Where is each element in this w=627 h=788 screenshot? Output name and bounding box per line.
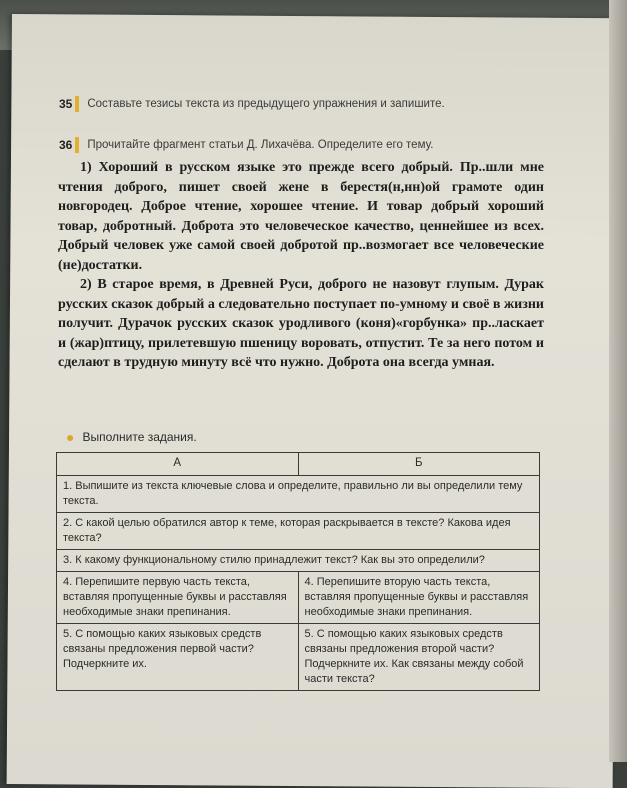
table-cell-row5b: 5. С помощью каких языковых средств связаны предложения второй части? Подчеркните их. Как связаны между собой части текста? — [298, 624, 540, 691]
table-row — [57, 513, 540, 550]
table-cell-row2: 2. С какой целью обратился автор к теме, которая раскрывается в тексте? Какова идея текста? — [57, 513, 540, 550]
table-row — [57, 624, 540, 691]
article-text — [58, 158, 544, 373]
exercise-title — [66, 429, 197, 445]
table-cell-row4a: 4. Перепишите первую часть текста, вставляя пропущенные буквы и расставляя необходимые знаки препинания. — [57, 572, 299, 624]
column-b-header: Б — [298, 453, 540, 476]
table-cell-row4b: 4. Перепишите вторую часть текста, вставляя пропущенные буквы и расставляя необходимые знаки препинания. — [298, 572, 540, 624]
task-35-number: 35 — [56, 96, 79, 112]
table-row — [57, 550, 540, 572]
task-35-text: Составьте тезисы текста из предыдущего упражнения и запишите. — [87, 98, 445, 110]
page-edge — [609, 0, 627, 762]
task-36-text: Прочитайте фрагмент статьи Д. Лихачёва. Определите его тему. — [87, 139, 434, 151]
paragraph-1: 1) Хороший в русском языке это прежде всего добрый. Пр..шли мне чтения доброго, пишет своей жене в берестя(н,нн)ой грамоте один новгородец. Доброе чтение, хорошее чтение. И товар добрый хороший товар, добротный. Доброта это человеческое качество, ценнейшее из всех. Добрый человек уже самой своей добротой пр..возмогает все человеческие (не)достатки. — [58, 160, 544, 273]
exercise-title-text: Выполните задания. — [82, 430, 197, 444]
paragraph-2: 2) В старое время, в Древней Руси, доброго не назовут глупым. Дурак русских сказок добрый а следовательно поступает по-умному и своё в жизни получит. Дурачок русских сказок уродливого (коня)«горбунка» пр..ласкает и (жар)птицу, прилетевшую пшеницу воровать, отпустит. Те за него потом и сделают в трудную минуту всё что нужно. Доброта она всегда умная. — [58, 277, 544, 370]
table-header-row — [57, 453, 540, 476]
table-cell-row3: 3. К какому функциональному стилю принадлежит текст? Как вы это определили? — [57, 550, 540, 572]
task-35 — [56, 96, 445, 112]
table-cell-row5a: 5. С помощью каких языковых средств связаны предложения первой части? Подчеркните их. — [57, 624, 299, 691]
bullet-icon: ● — [66, 429, 75, 445]
table-row — [57, 476, 540, 513]
column-a-header: А — [57, 453, 299, 476]
task-36 — [56, 137, 433, 153]
tasks-table — [56, 452, 540, 691]
table-cell-row1: 1. Выпишите из текста ключевые слова и определите, правильно ли вы определили тему текста. — [57, 476, 540, 513]
table-row — [57, 572, 540, 624]
task-36-number: 36 — [56, 137, 79, 153]
